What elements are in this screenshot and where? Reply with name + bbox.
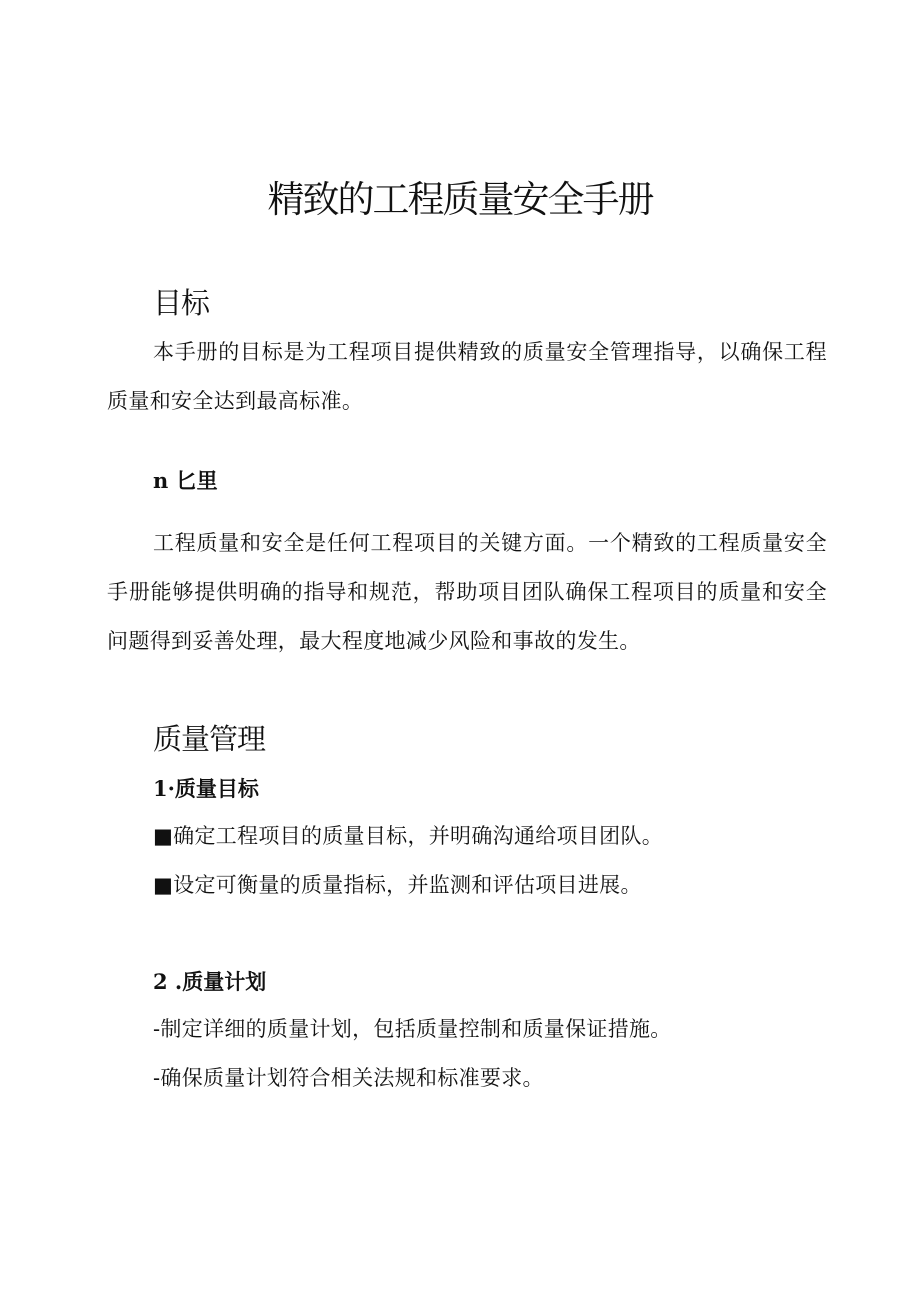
overview-paragraph: 工程质量和安全是任何工程项目的关键方面。一个精致的工程质量安全手册能够提供明确的指导和规范，帮助项目团队确保工程项目的质量和安全问题得到妥善处理，最大程度地减少风险和事故的发生。 [107, 531, 827, 653]
section-heading-quality-management: 质量管理 [153, 722, 266, 756]
subsection-heading-quality-plan: 2 .质量计划 [153, 969, 267, 994]
goal-paragraph: 本手册的目标是为工程项目提供精致的质量安全管理指导，以确保工程质量和安全达到最高标准。 [107, 340, 827, 413]
list-item: ■确定工程项目的质量目标，并明确沟通给项目团队。 [153, 824, 664, 848]
section-heading-overview: n 匕里 [153, 468, 218, 493]
list-item: -制定详细的质量计划，包括质量控制和质量保证措施。 [153, 1017, 672, 1041]
subsection-heading-quality-goal: 1·质量目标 [153, 776, 259, 801]
section-heading-goal: 目标 [153, 286, 210, 320]
document-title: 精致的工程质量安全手册 [267, 178, 653, 221]
list-item: -确保质量计划符合相关法规和标准要求。 [153, 1066, 544, 1090]
list-item: ■设定可衡量的质量指标，并监测和评估项目进展。 [153, 873, 642, 897]
